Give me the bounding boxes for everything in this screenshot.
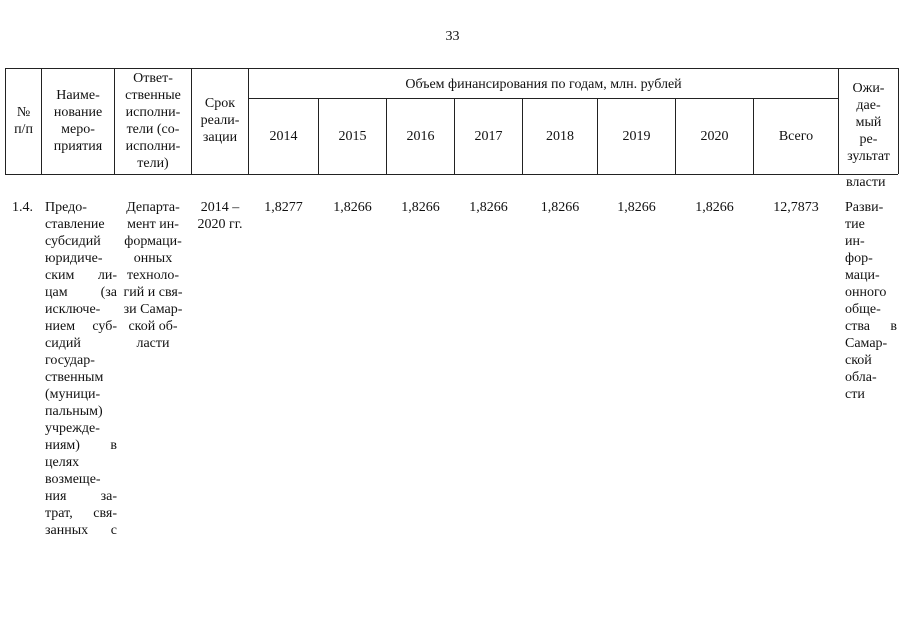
row-resp-line: зи Самар- bbox=[123, 302, 183, 317]
header-term-line: зации bbox=[202, 130, 238, 145]
header-term-line: Срок bbox=[204, 96, 236, 111]
header-resp-line: ственные bbox=[125, 88, 181, 103]
row-result-line: ства в bbox=[845, 319, 897, 334]
header-name-line: Наиме- bbox=[56, 88, 100, 103]
header-result-line: зультат bbox=[847, 149, 890, 164]
header-year-2017: 2017 bbox=[474, 129, 503, 144]
header-year-2019: 2019 bbox=[622, 129, 651, 144]
row-name-line: ния за- bbox=[45, 489, 117, 504]
header-resp-line: тели (со- bbox=[126, 122, 180, 137]
header-year-2014: 2014 bbox=[269, 129, 298, 144]
value-2019: 1,8266 bbox=[617, 200, 656, 215]
row-resp-line: гий и свя- bbox=[123, 285, 183, 300]
header-result-line: ре- bbox=[859, 132, 878, 147]
row-result-line: обла- bbox=[845, 370, 877, 385]
row-resp-line: Департа- bbox=[126, 200, 180, 215]
row-resp-line: ласти bbox=[136, 336, 170, 351]
row-name-line: цам (за bbox=[45, 285, 117, 300]
value-2020: 1,8266 bbox=[695, 200, 734, 215]
header-result bbox=[839, 80, 898, 165]
header-year-2018: 2018 bbox=[546, 129, 574, 144]
page-number: 33 bbox=[445, 29, 460, 44]
row-result-line: фор- bbox=[845, 251, 873, 266]
header-year-2016: 2016 bbox=[406, 129, 435, 144]
header-num-line: п/п bbox=[14, 122, 33, 137]
header-resp-line: тели) bbox=[137, 156, 169, 171]
row-result-line: Самар- bbox=[845, 336, 888, 351]
header-resp-line: исполни- bbox=[125, 105, 181, 120]
row-name-line: юридиче- bbox=[45, 251, 103, 266]
row-responsible bbox=[115, 199, 191, 352]
row-term-line: 2020 гг. bbox=[197, 217, 243, 232]
row-result-line: тие bbox=[845, 217, 865, 232]
row-name-line: пальным) bbox=[45, 404, 103, 419]
carryover-text: власти bbox=[846, 175, 886, 190]
row-name-line: целях bbox=[45, 455, 80, 470]
header-result-line: дае- bbox=[856, 98, 881, 113]
row-term-line: 2014 – bbox=[200, 200, 240, 215]
header-term bbox=[192, 95, 248, 146]
row-name-line: государ- bbox=[45, 353, 95, 368]
row-result bbox=[845, 199, 897, 403]
value-2018: 1,8266 bbox=[540, 200, 580, 215]
row-name-line: занных с bbox=[45, 523, 117, 538]
value-2016: 1,8266 bbox=[401, 200, 440, 215]
header-responsible bbox=[115, 70, 191, 172]
header-name-line: меро- bbox=[61, 122, 95, 137]
row-term bbox=[192, 199, 248, 233]
row-name-line: исключе- bbox=[45, 302, 101, 317]
header-name-line: нование bbox=[53, 105, 103, 120]
header-num bbox=[6, 104, 41, 138]
row-name bbox=[45, 199, 117, 539]
header-result-line: Ожи- bbox=[852, 81, 885, 96]
row-resp-line: онных bbox=[133, 251, 173, 266]
header-total: Всего bbox=[778, 129, 814, 144]
value-2014: 1,8277 bbox=[264, 200, 303, 215]
row-resp-line: формаци- bbox=[124, 234, 182, 249]
header-num-line: № bbox=[16, 105, 31, 120]
row-name-line: возмеще- bbox=[45, 472, 101, 487]
row-num: 1.4. bbox=[12, 200, 33, 215]
row-result-line: сти bbox=[845, 387, 865, 402]
row-resp-line: техноло- bbox=[126, 268, 180, 283]
row-name-line: ским ли- bbox=[45, 268, 117, 283]
row-result-line: Разви- bbox=[845, 200, 884, 215]
row-name-line: ственным bbox=[45, 370, 104, 385]
row-name-line: сидий bbox=[45, 336, 81, 351]
row-result-line: маци- bbox=[845, 268, 880, 283]
header-year-2020: 2020 bbox=[700, 129, 729, 144]
row-result-line: онного bbox=[845, 285, 887, 300]
header-resp-line: исполни- bbox=[125, 139, 181, 154]
header-name bbox=[42, 87, 114, 155]
row-name-line: трат, свя- bbox=[45, 506, 117, 521]
header-name-line: приятия bbox=[53, 139, 103, 154]
row-resp-line: ской об- bbox=[128, 319, 178, 334]
row-name-line: субсидий bbox=[45, 234, 101, 249]
row-name-line: нием суб- bbox=[45, 319, 117, 334]
header-resp-line: Ответ- bbox=[133, 71, 173, 86]
row-name-line: учрежде- bbox=[45, 421, 100, 436]
row-result-line: ской bbox=[845, 353, 872, 368]
row-name-line: ниям) в bbox=[45, 438, 117, 453]
row-result-line: обще- bbox=[845, 302, 881, 317]
header-financing-title: Объем финансирования по годам, млн. рублей bbox=[405, 77, 682, 92]
row-name-line: ставление bbox=[45, 217, 105, 232]
row-name-line: Предо- bbox=[45, 200, 87, 215]
header-term-line: реали- bbox=[200, 113, 240, 128]
value-2015: 1,8266 bbox=[333, 200, 372, 215]
header-year-2015: 2015 bbox=[338, 129, 367, 144]
row-resp-line: мент ин- bbox=[127, 217, 179, 232]
row-result-line: ин- bbox=[845, 234, 865, 249]
value-2017: 1,8266 bbox=[469, 200, 508, 215]
header-result-line: мый bbox=[855, 115, 882, 130]
row-name-line: (муници- bbox=[45, 387, 101, 402]
value-total: 12,7873 bbox=[773, 200, 819, 215]
